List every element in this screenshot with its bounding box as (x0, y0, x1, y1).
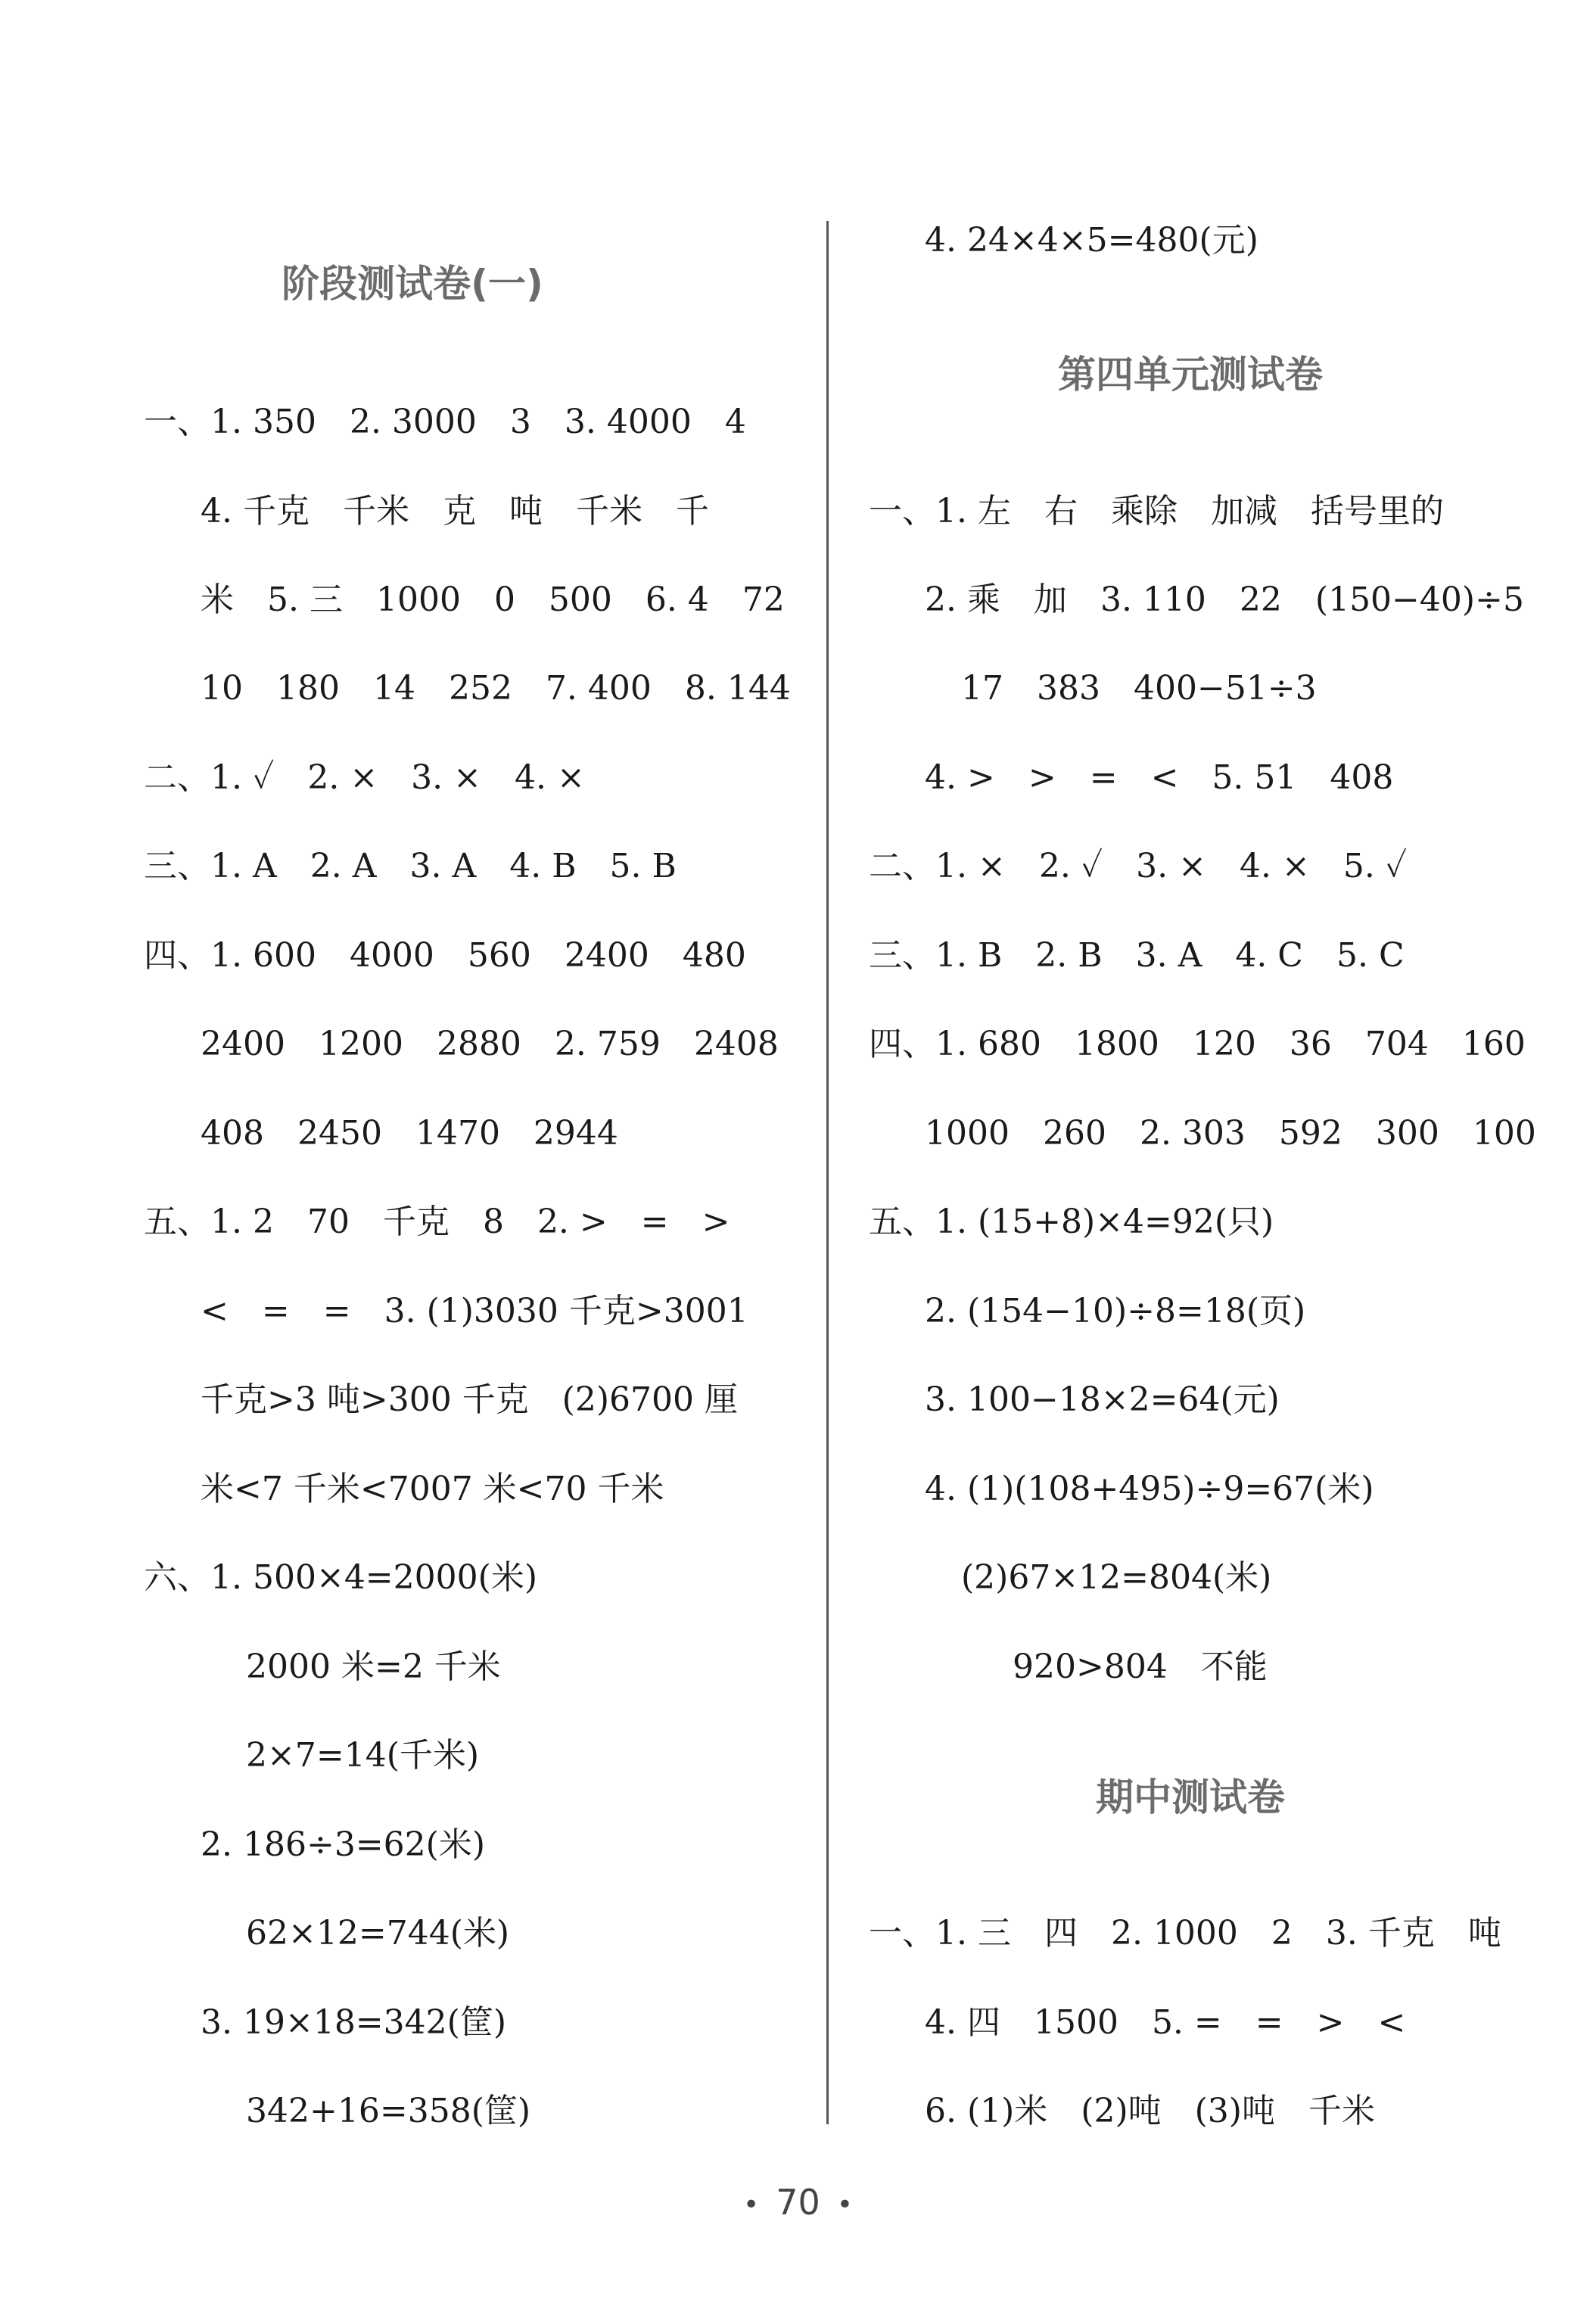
bullet-dot-icon: • (742, 2189, 760, 2220)
page-number (0, 2180, 1596, 2228)
answer-line: 17 383 400−51÷3 (961, 669, 1317, 708)
answer-line: 二、1. ✓ 2. × 3. × 4. × (144, 758, 585, 797)
answer-line: 四、1. 600 4000 560 2400 480 (144, 936, 746, 975)
answer-line: 一、1. 350 2. 3000 3 3. 4000 4 (144, 403, 746, 441)
section-title-stage-test-1: 阶段测试卷(一) (282, 262, 543, 306)
answer-line: 五、1. 2 70 千克 8 2. > = > (144, 1203, 730, 1241)
answer-line: 6. (1)米 (2)吨 (3)吨 千米 (925, 2092, 1375, 2130)
answer-line: (2)67×12=804(米) (961, 1558, 1272, 1597)
answer-line: 3. 19×18=342(筐) (201, 2003, 506, 2042)
answer-line: 342+16=358(筐) (246, 2092, 531, 2130)
section-title-midterm-test: 期中测试卷 (1096, 1775, 1285, 1819)
answer-line: 920>804 不能 (1013, 1648, 1268, 1686)
answer-line: 2. (154−10)÷8=18(页) (925, 1292, 1306, 1330)
answer-line: 一、1. 三 四 2. 1000 2 3. 千克 吨 (869, 1914, 1501, 1953)
answer-line: 4. 24×4×5=480(元) (925, 221, 1258, 260)
answer-line: 4. (1)(108+495)÷9=67(米) (925, 1470, 1374, 1508)
answer-line: 4. > > = < 5. 51 408 (925, 758, 1394, 797)
answer-line: 2400 1200 2880 2. 759 2408 (201, 1025, 779, 1063)
answer-line: 62×12=744(米) (246, 1914, 510, 1953)
answer-line: 1000 260 2. 303 592 300 100 (925, 1114, 1536, 1153)
answer-line: 五、1. (15+8)×4=92(只) (869, 1203, 1274, 1241)
answer-line: 4. 千克 千米 克 吨 千米 千 (201, 492, 709, 531)
answer-line: 4. 四 1500 5. = = > < (925, 2003, 1406, 2042)
answer-line: 六、1. 500×4=2000(米) (144, 1558, 537, 1597)
answer-line: < = = 3. (1)3030 千克>3001 (201, 1292, 748, 1330)
answer-line: 2000 米=2 千米 (246, 1648, 501, 1686)
answer-line: 三、1. A 2. A 3. A 4. B 5. B (144, 847, 677, 885)
answer-line: 2×7=14(千米) (246, 1736, 480, 1775)
answer-line: 2. 186÷3=62(米) (201, 1825, 485, 1864)
answer-line: 米<7 千米<7007 米<70 千米 (201, 1470, 664, 1508)
answer-line: 2. 乘 加 3. 110 22 (150−40)÷5 (925, 580, 1524, 619)
answer-line: 10 180 14 252 7. 400 8. 144 (201, 669, 791, 708)
answer-line: 千克>3 吨>300 千克 (2)6700 厘 (201, 1380, 738, 1419)
answer-line: 四、1. 680 1800 120 36 704 160 (869, 1025, 1526, 1063)
page-number-value: 70 (776, 2182, 820, 2223)
answer-line: 一、1. 左 右 乘除 加减 括号里的 (869, 492, 1444, 531)
section-title-unit-4-test: 第四单元测试卷 (1058, 353, 1323, 397)
answer-line: 三、1. B 2. B 3. A 4. C 5. C (869, 936, 1405, 975)
answer-line: 408 2450 1470 2944 (201, 1114, 618, 1153)
answer-line: 3. 100−18×2=64(元) (925, 1380, 1280, 1419)
column-divider (826, 221, 829, 2124)
bullet-dot-icon: • (836, 2189, 853, 2220)
answer-line: 二、1. × 2. ✓ 3. × 4. × 5. ✓ (869, 847, 1408, 885)
answer-line: 米 5. 三 1000 0 500 6. 4 72 (201, 580, 785, 619)
